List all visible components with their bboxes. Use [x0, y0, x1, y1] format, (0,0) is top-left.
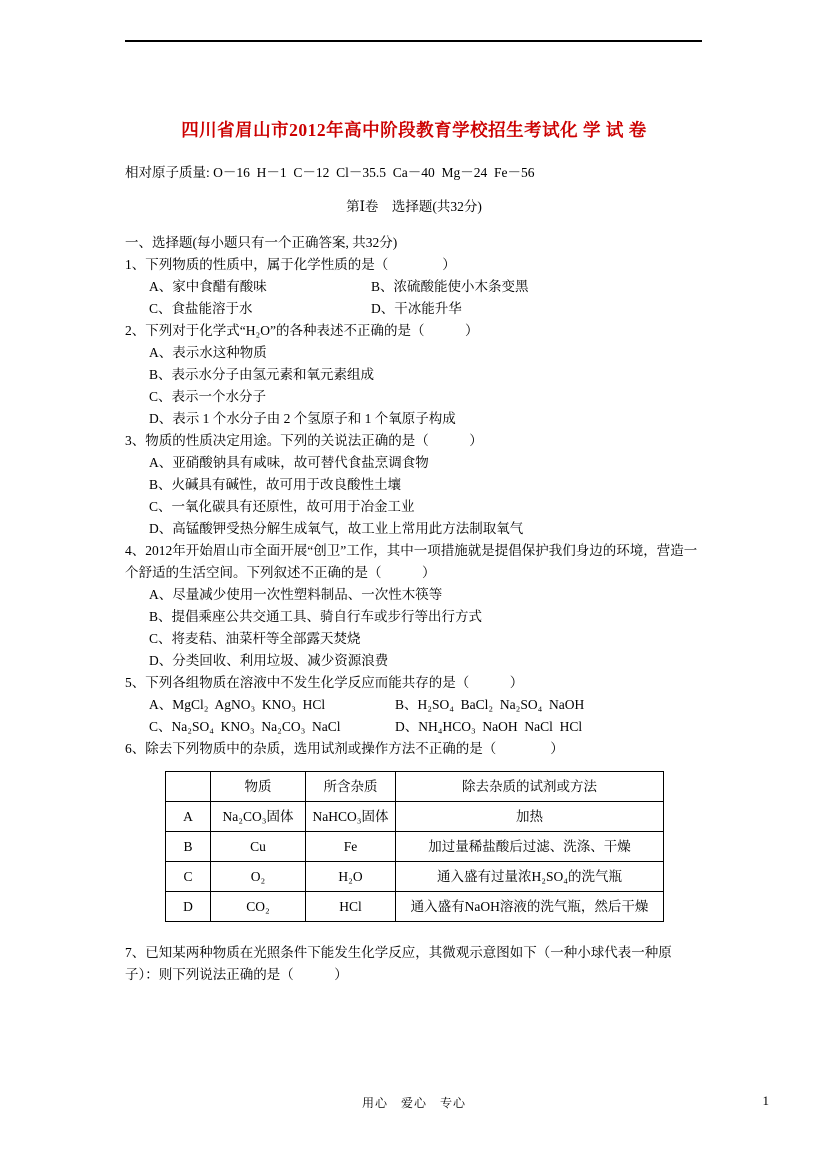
table-cell: Na₂CO₃固体 [211, 802, 306, 832]
table-cell: 通入盛有过量浓H₂SO₄的洗气瓶 [396, 862, 664, 892]
option-a: A、表示水这种物质 [149, 345, 267, 360]
question-3 [125, 430, 703, 540]
table-cell: C [166, 862, 211, 892]
question-4-text: 4、2012年开始眉山市全面开展“创卫”工作，其中一项措施就是提倡保护我们身边的环境，营造一个舒适的生活空间。下列叙述不正确的是（ ） [125, 543, 698, 580]
option-c: C、一氧化碳具有还原性，故可用于冶金工业 [149, 499, 415, 514]
option-d: D、高锰酸钾受热分解生成氧气，故工业上常用此方法制取氧气 [149, 521, 524, 536]
question-3-options [125, 452, 703, 540]
table-cell: CO₂ [211, 892, 306, 922]
purification-table [165, 771, 664, 922]
option-b: B、浓硫酸能使小木条变黑 [371, 279, 529, 294]
question-6 [125, 738, 703, 922]
table-row [166, 862, 664, 892]
section-intro: 一、选择题(每小题只有一个正确答案, 共32分) [125, 235, 398, 250]
option-c: C、将麦秸、油菜杆等全部露天焚烧 [149, 631, 361, 646]
option-d: D、干冰能升华 [371, 301, 462, 316]
page-title: 四川省眉山市2012年高中阶段教育学校招生考试化 学 试 卷 [181, 120, 647, 140]
question-2-options [125, 342, 703, 430]
option-c: C、表示一个水分子 [149, 389, 267, 404]
question-6-text: 6、除去下列物质中的杂质，选用试剂或操作方法不正确的是（ ） [125, 741, 564, 756]
option-a: A、MgCl₂ AgNO₃ KNO₃ HCl [149, 697, 326, 712]
table-header-cell: 除去杂质的试剂或方法 [396, 772, 664, 802]
option-a: A、亚硝酸钠具有咸味，故可替代食盐烹调食物 [149, 455, 429, 470]
table-cell: D [166, 892, 211, 922]
table-row [166, 892, 664, 922]
footer-motto: 用心 爱心 专心 [361, 1096, 466, 1110]
question-5 [125, 672, 703, 738]
table-cell: HCl [306, 892, 396, 922]
page-content [125, 0, 703, 986]
question-4 [125, 540, 703, 672]
question-5-text: 5、下列各组物质在溶液中不发生化学反应而能共存的是（ ） [125, 675, 524, 690]
page-number: 1 [762, 1093, 769, 1108]
question-1-text: 1、下列物质的性质中，属于化学性质的是（ ） [125, 257, 456, 272]
table-cell: 加过量稀盐酸后过滤、洗涤、干燥 [396, 832, 664, 862]
option-b: B、提倡乘座公共交通工具、骑自行车或步行等出行方式 [149, 609, 483, 624]
question-4-options [125, 584, 703, 672]
table-header-cell: 所含杂质 [306, 772, 396, 802]
table-cell: 加热 [396, 802, 664, 832]
option-c: C、食盐能溶于水 [149, 301, 253, 316]
question-1-options [125, 276, 703, 320]
question-7 [125, 942, 703, 986]
section-header: 第Ⅰ卷 选择题(共32分) [346, 199, 482, 214]
question-7-text: 7、已知某两种物质在光照条件下能发生化学反应，其微观示意图如下（一种小球代表一种原子）：则下列说法正确的是（ ） [125, 945, 672, 982]
table-row [166, 832, 664, 862]
table-header-cell [166, 772, 211, 802]
table-cell: Fe [306, 832, 396, 862]
question-5-options [125, 694, 703, 738]
option-d: D、表示 1 个水分子由 2 个氢原子和 1 个氧原子构成 [149, 411, 456, 426]
table-cell: Cu [211, 832, 306, 862]
table-cell: O₂ [211, 862, 306, 892]
question-3-text: 3、物质的性质决定用途。下列的关说法正确的是（ ） [125, 433, 483, 448]
option-b: B、表示水分子由氢元素和氧元素组成 [149, 367, 375, 382]
atomic-masses-line: 相对原子质量: O－16 H－1 C－12 Cl－35.5 Ca－40 Mg－24 Fe－56 [125, 165, 535, 180]
option-a: A、尽量减少使用一次性塑料制品、一次性木筷等 [149, 587, 443, 602]
question-1 [125, 254, 703, 320]
table-cell: NaHCO₃固体 [306, 802, 396, 832]
table-cell: 通入盛有NaOH溶液的洗气瓶，然后干燥 [396, 892, 664, 922]
option-b: B、H₂SO₄ BaCl₂ Na₂SO₄ NaOH [395, 697, 585, 712]
option-c: C、Na₂SO₄ KNO₃ Na₂CO₃ NaCl [149, 719, 341, 734]
table-header-cell: 物质 [211, 772, 306, 802]
table-cell: H₂O [306, 862, 396, 892]
table-row [166, 802, 664, 832]
option-b: B、火碱具有碱性，故可用于改良酸性土壤 [149, 477, 402, 492]
question-2 [125, 320, 703, 430]
table-cell: B [166, 832, 211, 862]
table-cell: A [166, 802, 211, 832]
option-d: D、NH₄HCO₃ NaOH NaCl HCl [395, 719, 583, 734]
option-d: D、分类回收、利用垃圾、减少资源浪费 [149, 653, 389, 668]
table-header-row [166, 772, 664, 802]
question-2-text: 2、下列对于化学式“H₂O”的各种表述不正确的是（ ） [125, 323, 479, 338]
option-a: A、家中食醋有酸味 [149, 279, 267, 294]
